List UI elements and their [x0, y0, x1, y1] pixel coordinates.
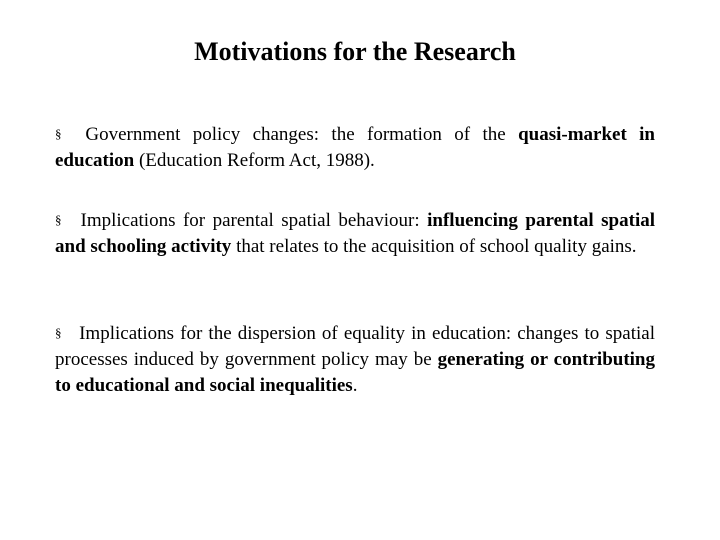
bullet-text: that relates to the acquisition of school quality gains.	[231, 236, 637, 257]
slide-title: Motivations for the Research	[194, 37, 516, 66]
bullet-text: Implications for parental spatial behaviour:	[80, 210, 428, 231]
bullet-text: (Education Reform Act, 1988).	[134, 150, 375, 171]
square-bullet-icon: §	[55, 126, 62, 141]
bullet-item-policy-changes	[55, 121, 655, 174]
bullet-text: .	[352, 375, 358, 396]
bullet-item-parental-behaviour	[55, 207, 655, 260]
bullet-text: Government policy changes: the formation of the	[85, 124, 519, 145]
bullet-text-emphasis: influencing parental spatial and schooling activity	[55, 210, 656, 257]
bullet-item-equality-dispersion	[55, 320, 655, 399]
bullet-text: Implications for the dispersion of equality in education: changes to spatial processes induced by government policy may be	[55, 323, 655, 370]
bullet-text-emphasis: generating or contributing to educational and social inequalities	[55, 349, 655, 396]
square-bullet-icon: §	[55, 212, 62, 227]
square-bullet-icon: §	[55, 325, 62, 340]
bullet-paragraph	[55, 121, 655, 174]
bullet-text-emphasis: quasi-market in education	[55, 124, 655, 171]
bullet-paragraph	[55, 320, 655, 399]
bullet-paragraph	[55, 207, 655, 260]
